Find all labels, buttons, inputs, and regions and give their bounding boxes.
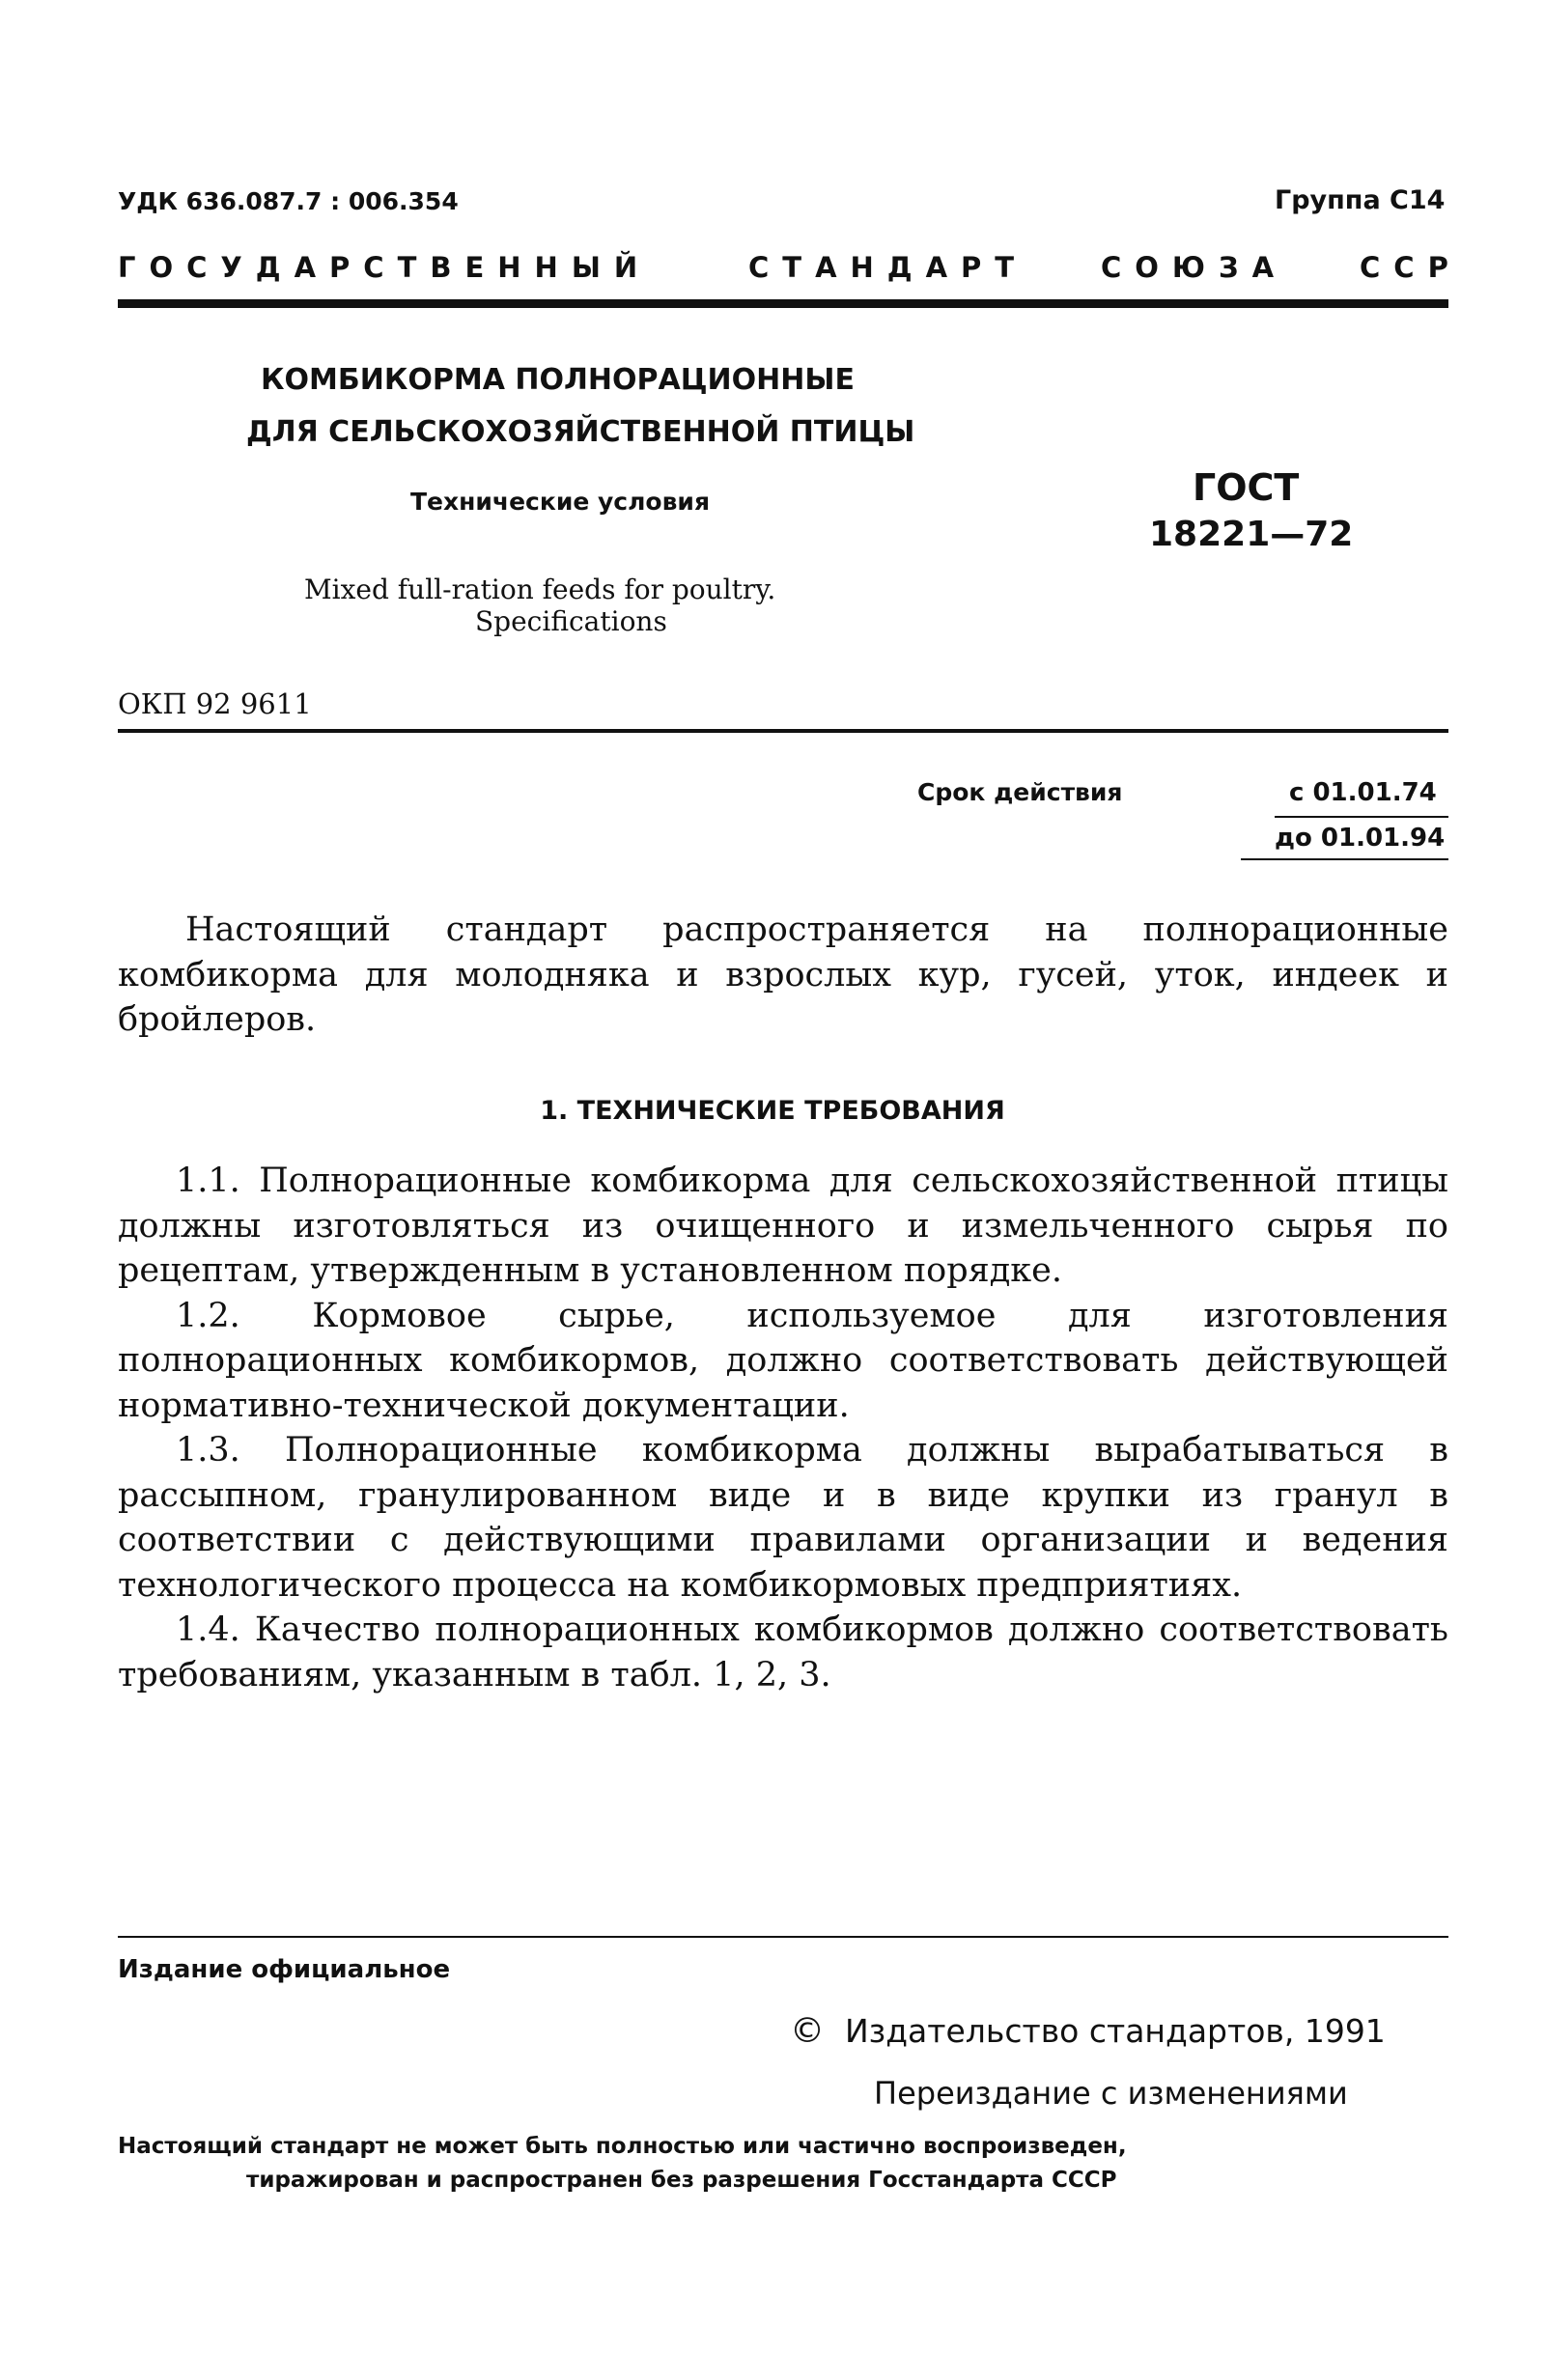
clause-number: 1.3. bbox=[176, 1431, 240, 1470]
title-line-1: КОМБИКОРМА ПОЛНОРАЦИОННЫЕ bbox=[261, 363, 855, 397]
validity-from-rule bbox=[1275, 816, 1448, 818]
clause-text: Полнорационные комбикорма должны вырабатываться в рассыпном, гранулированном виде и в виде крупки из гранул в соответствии с действующими правилами организации и ведения технологического процесса на комбикормовых предприятиях. bbox=[118, 1431, 1448, 1605]
reproduction-notice-line-2: тиражирован и распространен без разрешения Госстандарта СССР bbox=[246, 2168, 1117, 2193]
clause-text: Качество полнорационных комбикормов должно соответствовать требованиям, указанным в табл. 1, 2, 3. bbox=[118, 1610, 1448, 1694]
clause-1-2 bbox=[118, 1294, 1448, 1429]
reissue-line: Переиздание с изменениями bbox=[874, 2075, 1348, 2112]
gost-label: ГОСТ bbox=[1193, 466, 1300, 509]
group-code: Группа С14 bbox=[1275, 185, 1446, 215]
header-rule bbox=[118, 299, 1448, 308]
clause-text: Кормовое сырье, используемое для изготовления полнорационных комбикормов, должно соответствовать действующей нормативно-технической документации. bbox=[118, 1296, 1448, 1425]
validity-from: с 01.01.74 bbox=[1289, 778, 1437, 807]
clause-number: 1.2. bbox=[176, 1296, 240, 1335]
clause-1-1 bbox=[118, 1159, 1448, 1294]
copyright-symbol: © bbox=[790, 2011, 825, 2051]
publisher-line: Издательство стандартов, 1991 bbox=[845, 2012, 1386, 2050]
official-edition: Издание официальное bbox=[118, 1955, 451, 1984]
okp-code: ОКП 92 9611 bbox=[118, 687, 312, 720]
banner-word-2: СТАНДАРТ bbox=[748, 251, 1028, 284]
udk-code: УДК 636.087.7 : 006.354 bbox=[118, 187, 459, 215]
banner-word-3: СОЮЗА bbox=[1101, 251, 1288, 284]
validity-label: Срок действия bbox=[917, 778, 1123, 806]
clause-number: 1.4. bbox=[176, 1610, 240, 1649]
clause-number: 1.1. bbox=[176, 1162, 240, 1200]
section-1-title: 1. ТЕХНИЧЕСКИЕ ТРЕБОВАНИЯ bbox=[540, 1096, 1005, 1126]
footer-rule bbox=[118, 1936, 1448, 1938]
gost-number: 18221—72 bbox=[1149, 515, 1354, 554]
validity-to-rule bbox=[1241, 858, 1448, 860]
okp-rule bbox=[118, 729, 1448, 733]
intro-text: Настоящий стандарт распространяется на полнорационные комбикорма для молодняка и взрослых кур, гусей, уток, индеек и бройлеров. bbox=[118, 910, 1448, 1039]
title-line-2: ДЛЯ СЕЛЬСКОХОЗЯЙСТВЕННОЙ ПТИЦЫ bbox=[246, 415, 915, 449]
clause-text: Полнорационные комбикорма для сельскохозяйственной птицы должны изготовляться из очищенного и измельченного сырья по рецептам, утвержденным в установленном порядке. bbox=[118, 1162, 1448, 1290]
reproduction-notice-line-1: Настоящий стандарт не может быть полностью или частично воспроизведен, bbox=[118, 2134, 1127, 2159]
clause-1-3 bbox=[118, 1428, 1448, 1608]
banner-word-1: ГОСУДАРСТВЕННЫЙ bbox=[118, 251, 652, 284]
validity-to: до 01.01.94 bbox=[1275, 824, 1446, 853]
banner-word-4: ССР bbox=[1360, 251, 1462, 284]
english-title-line-2: Specifications bbox=[475, 605, 667, 637]
title-subtitle: Технические условия bbox=[410, 488, 710, 516]
english-title-line-1: Mixed full-ration feeds for poultry. bbox=[304, 574, 776, 605]
intro-paragraph bbox=[118, 908, 1448, 1043]
section-1-body bbox=[118, 1159, 1448, 1697]
clause-1-4 bbox=[118, 1608, 1448, 1697]
